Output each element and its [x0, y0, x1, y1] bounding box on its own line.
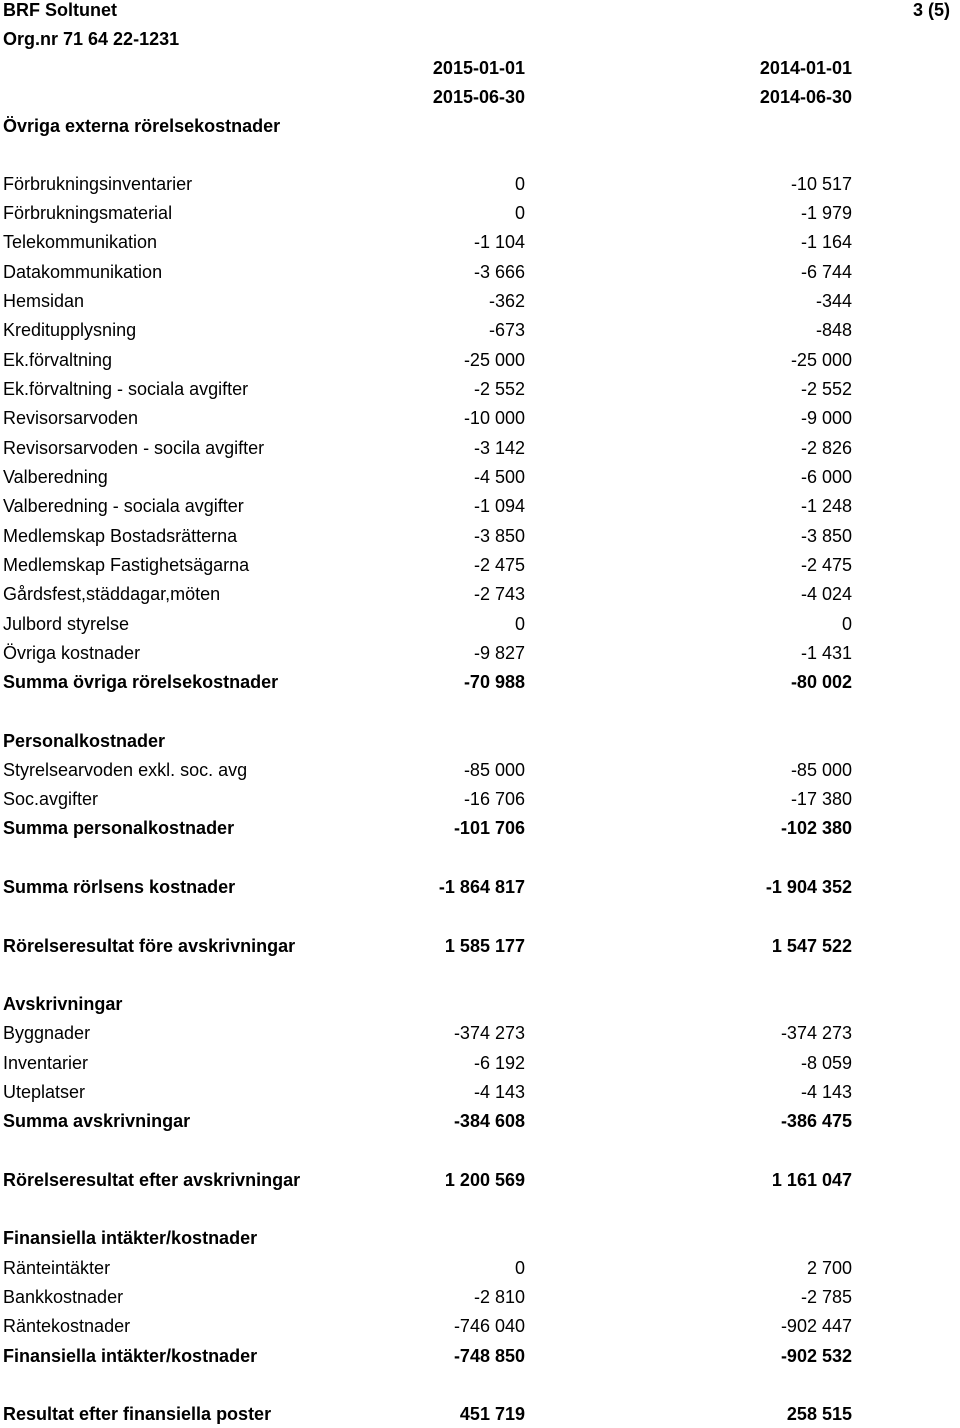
table-row: [0, 641, 960, 665]
table-row: [0, 1021, 960, 1045]
row-label: Hemsidan: [3, 291, 85, 311]
row-value-2014: 0: [841, 614, 852, 634]
row-label: Summa rörlsens kostnader: [3, 877, 236, 897]
row-label: Övriga externa rörelsekostnader: [3, 116, 281, 136]
table-row: [0, 406, 960, 430]
row-value-2014: -1 164: [800, 232, 852, 252]
row-value-2014: -8 059: [800, 1053, 852, 1073]
row-value-2014: -85 000: [790, 760, 852, 780]
row-label: Rörelseresultat efter avskrivningar: [3, 1170, 301, 1190]
row-value-2015: -748 850: [453, 1346, 525, 1366]
row-label: Medlemskap Bostadsrätterna: [3, 526, 238, 546]
row-value-2015: -101 706: [453, 818, 525, 838]
table-row: [0, 172, 960, 196]
table-row: [0, 1256, 960, 1280]
row-label: Valberedning - sociala avgifter: [3, 496, 244, 516]
row-value-2015: -2 743: [473, 584, 525, 604]
row-value-2015: -85 000: [463, 760, 525, 780]
row-value-2015: 0: [514, 174, 525, 194]
row-value-2015: -384 608: [453, 1111, 525, 1131]
row-label: Förbrukningsmaterial: [3, 203, 173, 223]
row-label: Julbord styrelse: [3, 614, 130, 634]
row-label: Revisorsarvoden: [3, 408, 139, 428]
table-row: [0, 1051, 960, 1075]
row-value-2014: -6 000: [800, 467, 852, 487]
row-label: Finansiella intäkter/kostnader: [3, 1228, 258, 1248]
row-value-2015: -4 143: [473, 1082, 525, 1102]
table-row: [0, 289, 960, 313]
table-row: [0, 318, 960, 342]
table-row: [0, 1402, 960, 1426]
row-label: Ek.förvaltning - sociala avgifter: [3, 379, 249, 399]
row-value-2015: -3 850: [473, 526, 525, 546]
row-value-2014: -1 979: [800, 203, 852, 223]
row-value-2015: -673: [488, 320, 525, 340]
row-label: Ek.förvaltning: [3, 350, 113, 370]
page-number: 3 (5): [912, 0, 950, 20]
table-row: [0, 377, 960, 401]
table-row: [0, 230, 960, 254]
table-row: [0, 553, 960, 577]
row-value-2014: -902 532: [780, 1346, 852, 1366]
row-value-2015: -746 040: [453, 1316, 525, 1336]
row-value-2015: -6 192: [473, 1053, 525, 1073]
table-row: [0, 729, 960, 753]
table-row: [0, 260, 960, 284]
table-row: [0, 875, 960, 899]
table-row: [0, 582, 960, 606]
row-value-2014: -386 475: [780, 1111, 852, 1131]
table-row: [0, 612, 960, 636]
row-value-2014: -1 431: [800, 643, 852, 663]
row-value-2015: -10 000: [463, 408, 525, 428]
row-value-2015: 1 200 569: [444, 1170, 525, 1190]
table-row: [0, 992, 960, 1016]
row-value-2014: -10 517: [790, 174, 852, 194]
row-label: Kreditupplysning: [3, 320, 137, 340]
row-value-2015: -3 666: [473, 262, 525, 282]
row-label: Övriga kostnader: [3, 643, 141, 663]
table-row: [0, 1314, 960, 1338]
row-value-2014: -17 380: [790, 789, 852, 809]
table-row: [0, 1168, 960, 1192]
row-value-2015: -362: [488, 291, 525, 311]
row-label: Räntekostnader: [3, 1316, 131, 1336]
row-value-2015: -25 000: [463, 350, 525, 370]
row-value-2014: -4 143: [800, 1082, 852, 1102]
row-value-2014: -25 000: [790, 350, 852, 370]
row-label: Uteplatser: [3, 1082, 86, 1102]
row-value-2014: 258 515: [786, 1404, 852, 1424]
row-value-2015: -1 104: [473, 232, 525, 252]
row-value-2014: -102 380: [780, 818, 852, 838]
table-row: [0, 465, 960, 489]
row-label: Valberedning: [3, 467, 108, 487]
row-label: Styrelsearvoden exkl. soc. avg: [3, 760, 248, 780]
table-row: [0, 201, 960, 225]
row-value-2014: 1 547 522: [771, 936, 852, 956]
row-value-2015: 0: [514, 203, 525, 223]
row-value-2014: 2 700: [806, 1258, 852, 1278]
column-1-end-date: 2015-06-30: [432, 87, 525, 107]
row-value-2014: -2 552: [800, 379, 852, 399]
row-value-2015: -2 552: [473, 379, 525, 399]
row-value-2015: -1 864 817: [438, 877, 525, 897]
row-label: Inventarier: [3, 1053, 89, 1073]
row-value-2014: -902 447: [780, 1316, 852, 1336]
column-2-end-date: 2014-06-30: [759, 87, 852, 107]
table-row: [0, 436, 960, 460]
table-row: [0, 758, 960, 782]
table-row: [0, 524, 960, 548]
row-value-2015: 0: [514, 1258, 525, 1278]
row-value-2014: -2 475: [800, 555, 852, 575]
row-value-2015: -4 500: [473, 467, 525, 487]
row-label: Avskrivningar: [3, 994, 123, 1014]
row-value-2014: -6 744: [800, 262, 852, 282]
table-row: [0, 1285, 960, 1309]
table-row: [0, 348, 960, 372]
column-1-start-date: 2015-01-01: [432, 58, 525, 78]
row-value-2015: -9 827: [473, 643, 525, 663]
row-label: Summa personalkostnader: [3, 818, 235, 838]
table-row: [0, 1226, 960, 1250]
row-label: Ränteintäkter: [3, 1258, 111, 1278]
row-value-2014: -80 002: [790, 672, 852, 692]
row-label: Telekommunikation: [3, 232, 158, 252]
row-label: Resultat efter finansiella poster: [3, 1404, 272, 1424]
row-value-2015: -2 475: [473, 555, 525, 575]
row-value-2014: 1 161 047: [771, 1170, 852, 1190]
row-label: Finansiella intäkter/kostnader: [3, 1346, 258, 1366]
row-label: Byggnader: [3, 1023, 91, 1043]
row-value-2014: -4 024: [800, 584, 852, 604]
table-row: [0, 494, 960, 518]
row-label: Summa avskrivningar: [3, 1111, 191, 1131]
table-row: [0, 1080, 960, 1104]
table-row: [0, 787, 960, 811]
row-value-2015: -3 142: [473, 438, 525, 458]
table-row: [0, 934, 960, 958]
row-value-2015: -1 094: [473, 496, 525, 516]
row-label: Bankkostnader: [3, 1287, 124, 1307]
table-row: [0, 816, 960, 840]
row-label: Förbrukningsinventarier: [3, 174, 193, 194]
row-label: Revisorsarvoden - socila avgifter: [3, 438, 265, 458]
table-row: [0, 1344, 960, 1368]
row-value-2015: 0: [514, 614, 525, 634]
row-value-2015: -2 810: [473, 1287, 525, 1307]
row-value-2014: -848: [815, 320, 852, 340]
row-value-2014: -344: [815, 291, 852, 311]
row-label: Soc.avgifter: [3, 789, 99, 809]
column-2-start-date: 2014-01-01: [759, 58, 852, 78]
table-row: [0, 1109, 960, 1133]
row-value-2014: -2 826: [800, 438, 852, 458]
row-value-2015: -374 273: [453, 1023, 525, 1043]
row-value-2014: -374 273: [780, 1023, 852, 1043]
row-value-2015: 1 585 177: [444, 936, 525, 956]
table-row: [0, 670, 960, 694]
row-value-2014: -1 904 352: [765, 877, 852, 897]
row-value-2014: -3 850: [800, 526, 852, 546]
row-label: Personalkostnader: [3, 731, 166, 751]
table-row: [0, 114, 960, 138]
company-name: BRF Soltunet: [3, 0, 117, 20]
row-label: Summa övriga rörelsekostnader: [3, 672, 279, 692]
row-value-2014: -1 248: [800, 496, 852, 516]
row-label: Gårdsfest,städdagar,möten: [3, 584, 221, 604]
row-value-2014: -2 785: [800, 1287, 852, 1307]
row-value-2015: -70 988: [463, 672, 525, 692]
row-label: Datakommunikation: [3, 262, 163, 282]
row-value-2015: 451 719: [459, 1404, 525, 1424]
org-number: Org.nr 71 64 22-1231: [3, 29, 180, 49]
row-label: Rörelseresultat före avskrivningar: [3, 936, 296, 956]
row-label: Medlemskap Fastighetsägarna: [3, 555, 250, 575]
row-value-2014: -9 000: [800, 408, 852, 428]
row-value-2015: -16 706: [463, 789, 525, 809]
